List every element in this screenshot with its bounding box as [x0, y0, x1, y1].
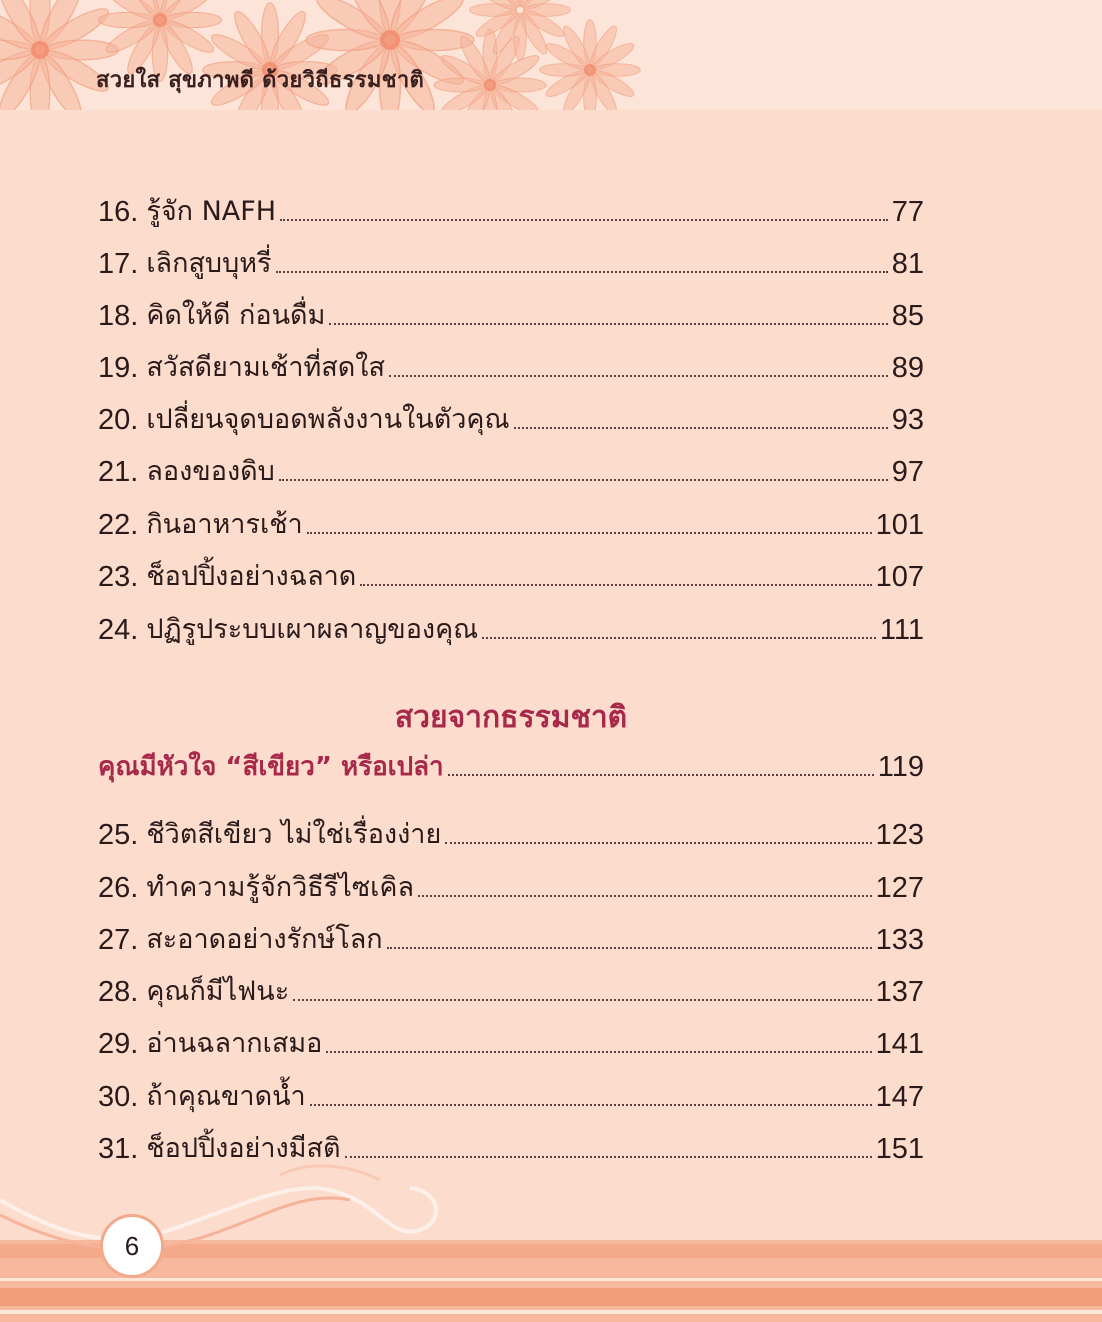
dot-leader: [360, 584, 871, 586]
toc-entry[interactable]: [98, 450, 924, 490]
entry-page: 133: [875, 924, 924, 956]
dot-leader: [307, 532, 872, 534]
entry-page: 77: [891, 196, 924, 228]
entry-title: สวัสดียามเช้าที่สดใส: [146, 352, 385, 383]
entry-title: ช็อปปิ้งอย่างมีสติ: [146, 1133, 341, 1164]
dot-leader: [276, 271, 888, 273]
toc-section-intro[interactable]: [98, 745, 924, 785]
dot-leader: [514, 427, 888, 429]
entry-page: 107: [875, 561, 924, 593]
toc-entry[interactable]: [98, 918, 924, 958]
entry-title: คุณก็มีไฟนะ: [146, 976, 290, 1007]
entry-title: คิดให้ดี ก่อนดื่ม: [146, 300, 326, 331]
entry-number: 19.: [98, 352, 139, 384]
entry-title: สะอาดอย่างรักษ์โลก: [146, 924, 383, 955]
entry-page: 101: [875, 509, 924, 541]
entry-number: 30.: [98, 1081, 139, 1113]
dot-leader: [445, 842, 871, 844]
entry-title: ทำความรู้จักวิธีรีไซเคิล: [146, 872, 415, 903]
toc-entry[interactable]: [98, 242, 924, 282]
entry-number: 23.: [98, 561, 139, 593]
section-heading: สวยจากธรรมชาติ: [394, 700, 628, 735]
dot-leader: [448, 774, 874, 776]
entry-page: 137: [875, 976, 924, 1008]
entry-number: 20.: [98, 404, 139, 436]
entry-number: 31.: [98, 1133, 139, 1165]
dot-leader: [280, 219, 888, 221]
entry-number: 17.: [98, 248, 139, 280]
toc-entry[interactable]: [98, 503, 924, 543]
entry-title: ช็อปปิ้งอย่างฉลาด: [146, 561, 357, 592]
dot-leader: [387, 947, 872, 949]
dot-leader: [389, 375, 888, 377]
entry-number: 22.: [98, 509, 139, 541]
entry-title: ชีวิตสีเขียว ไม่ใช่เรื่องง่าย: [146, 819, 442, 850]
entry-page: 93: [891, 404, 924, 436]
dot-leader: [329, 323, 887, 325]
entry-number: 29.: [98, 1028, 139, 1060]
entry-title: เลิกสูบบุหรี่: [146, 248, 272, 279]
dot-leader: [326, 1051, 871, 1053]
entry-number: 24.: [98, 614, 139, 646]
entry-page: 123: [875, 819, 924, 851]
page-header: [0, 0, 1102, 110]
footer-decoration: [0, 1160, 1102, 1322]
entry-title: ถ้าคุณขาดน้ำ: [146, 1081, 306, 1112]
entry-title: อ่านฉลากเสมอ: [146, 1028, 323, 1059]
toc-entry[interactable]: [98, 346, 924, 386]
entry-page: 147: [875, 1081, 924, 1113]
dot-leader: [293, 999, 871, 1001]
dot-leader: [418, 895, 872, 897]
entry-number: 27.: [98, 924, 139, 956]
toc-entry[interactable]: [98, 970, 924, 1010]
dot-leader: [279, 479, 888, 481]
entry-page: 141: [875, 1028, 924, 1060]
toc-entry[interactable]: [98, 866, 924, 906]
toc-entry[interactable]: [98, 813, 924, 853]
toc-entry[interactable]: [98, 555, 924, 595]
dot-leader: [482, 637, 876, 639]
toc-entry[interactable]: [98, 398, 924, 438]
intro-page: 119: [877, 751, 924, 783]
running-header-title: สวยใส สุขภาพดี ด้วยวิถีธรรมชาติ: [96, 68, 425, 93]
entry-number: 21.: [98, 456, 139, 488]
dot-leader: [345, 1156, 872, 1158]
entry-page: 81: [891, 248, 924, 280]
intro-title: คุณมีหัวใจ “สีเขียว” หรือเปล่า: [98, 752, 444, 782]
entry-number: 28.: [98, 976, 139, 1008]
toc-entry[interactable]: [98, 294, 924, 334]
entry-number: 25.: [98, 819, 139, 851]
dot-leader: [310, 1104, 872, 1106]
toc-entry[interactable]: [98, 1075, 924, 1115]
entry-number: 18.: [98, 300, 139, 332]
entry-title: ปฏิรูประบบเผาผลาญของคุณ: [146, 614, 479, 645]
toc-entry[interactable]: [98, 190, 924, 230]
entry-page: 127: [875, 872, 924, 904]
entry-page: 151: [875, 1133, 924, 1165]
entry-title: ลองของดิบ: [146, 456, 275, 487]
toc-entry[interactable]: [98, 608, 924, 648]
entry-page: 111: [879, 614, 924, 646]
entry-title: รู้จัก NAFH: [146, 196, 277, 227]
toc-entry[interactable]: [98, 1022, 924, 1062]
entry-page: 89: [891, 352, 924, 384]
entry-title: กินอาหารเช้า: [146, 509, 303, 540]
entry-number: 26.: [98, 872, 139, 904]
entry-number: 16.: [98, 196, 139, 228]
entry-title: เปลี่ยนจุดบอดพลังงานในตัวคุณ: [146, 404, 510, 435]
page-number-badge: 6: [100, 1214, 164, 1278]
entry-page: 85: [891, 300, 924, 332]
entry-page: 97: [891, 456, 924, 488]
